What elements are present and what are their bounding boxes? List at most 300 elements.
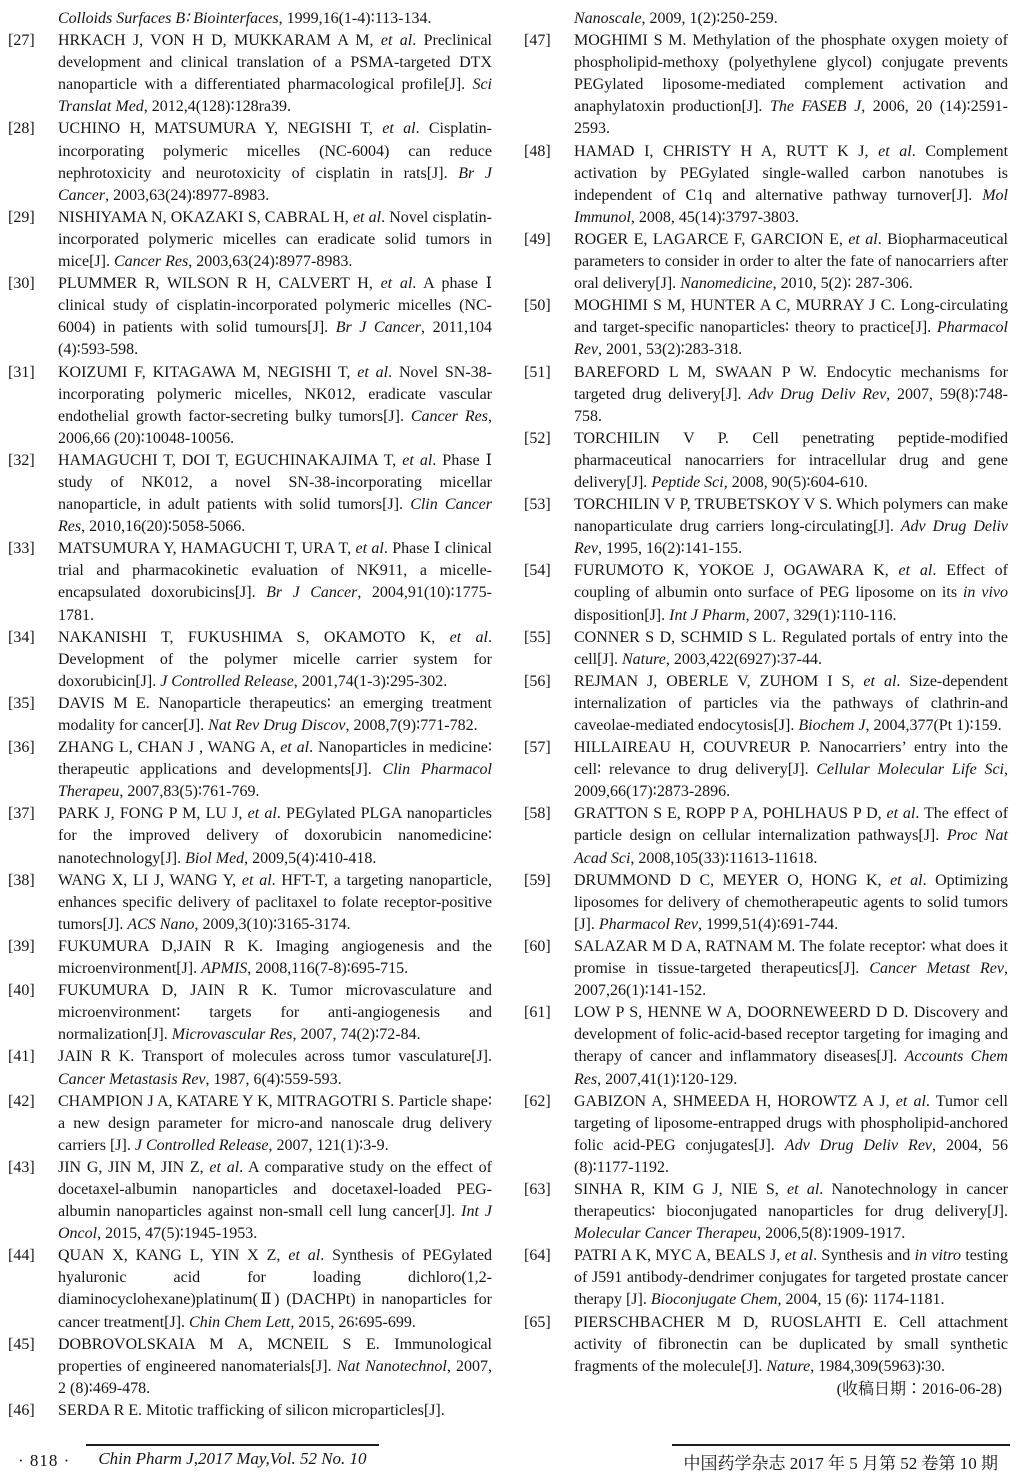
reference-text-segment: CHAMPION J A, KATARE Y K, MITRAGOTRI S. Particle shape∶ a new design parameter for micro-and nanoscale drug delivery carriers [J]. [58,1092,492,1154]
reference-number: [30] [8,275,35,293]
reference-text [574,295,1008,361]
reference-text-segment: , 1984,309(5963)∶30. [810,1357,946,1375]
reference-text-segment: , 2011,104 (4)∶593-598. [58,319,493,359]
reference-text-segment: . Preclinical development and clinical translation of a PSMA-targeted DTX nanoparticle with a differentiated pharmacological profile[J]. [58,32,493,94]
reference-text-segment: REJMAN J, OBERLE V, ZUHOM I S, [574,672,864,690]
reference-number: [60] [524,937,551,955]
reference-text-segment: . Synthesis of PEGylated hyaluronic acid for loading dichloro(1,2-diaminocyclohexane)platinum(Ⅱ) (DACHPt) in nanoparticles for cancer treatment[J]. [58,1247,493,1331]
reference-text-segment: . Effect of coupling of albumin onto surface of PEG liposome on its [574,562,1008,602]
reference-text-italic-segment: et al [280,739,310,757]
reference-continuation [8,8,492,30]
reference-number: [52] [524,429,551,447]
reference-item [8,980,492,1046]
reference-text-segment: , 2006, 20 (14)∶2591-2593. [574,98,1009,138]
reference-text-segment: . Biopharmaceutical parameters to consider in order to alter the fate of nanocarriers after oral delivery[J]. [574,230,1008,293]
reference-text-italic-segment: et al [878,142,912,160]
reference-text-segment: , 2006,5(8)∶1909-1917. [757,1225,906,1243]
reference-text-segment: MATSUMURA Y, HAMAGUCHI T, URA T, [58,540,356,558]
reference-text-italic-segment: Br J Cancer [58,164,492,204]
reference-text-segment: , 2009,66(17)∶2873-2896. [574,761,1008,801]
reference-text-segment: , 2010, 5(2)∶ 287-306. [772,275,913,293]
reference-number: [46] [8,1401,35,1419]
reference-text-italic-segment: et al [241,871,272,889]
reference-text-segment: , 2008, 90(5)∶604-610. [723,473,868,491]
reference-text-italic-segment: Bioconjugate Chem [650,1291,778,1309]
reference-text-italic-segment: The FASEB J [769,98,862,116]
reference-text-segment: . Complement activation by PEGylated single-walled carbon nanotubes is independent of C1q and alternative pathway turnover[J]. [574,142,1009,204]
reference-text [58,693,492,737]
reference-number: [56] [524,672,551,690]
reference-item [524,1002,1008,1090]
reference-item [524,1312,1008,1378]
reference-item [524,1091,1008,1179]
reference-text-segment: , 2007, 121(1)∶3-9. [268,1136,389,1154]
reference-number: [47] [524,32,551,50]
reference-item [8,1334,492,1400]
reference-text-segment: . Nanotechnology in cancer therapeutics∶ bioconjugated nanoparticles for drug delivery[J]. [574,1180,1008,1221]
reference-text [58,1245,492,1333]
reference-item [8,30,492,118]
reference-text-italic-segment: Br J Cancer [335,319,422,337]
reference-text-italic-segment: Molecular Cancer Therapeu [574,1225,758,1243]
footer-rule-left [86,1444,378,1469]
reference-item [524,1245,1008,1311]
reference-number: [32] [8,451,35,469]
references-column-right-list [524,8,1008,1378]
reference-text-segment: HRKACH J, VON H D, MUKKARAM A M, [58,32,381,50]
reference-number: [40] [8,982,35,1000]
reference-text-segment: , 2008,7(9)∶771-782. [345,717,478,734]
reference-text-segment: . Size-dependent internalization of particles via the pathways of clathrin-and caveolae-mediated endocytosis[J]. [574,672,1009,734]
reference-text-segment: , 1999,16(1-4)∶113-134. [278,10,432,27]
reference-text-segment: KOIZUMI F, KITAGAWA M, NEGISHI T, [58,363,358,381]
reference-text-segment: BAREFORD L M, SWAAN P W. Endocytic mechanisms for targeted drug delivery[J]. [574,363,1008,403]
reference-text [574,1312,1008,1378]
reference-text-segment: TORCHILIN V P, TRUBETSKOY V S. Which polymers can make nanoparticulate drug carriers long-circulating[J]. [574,496,1008,536]
reference-text-segment: JAIN R K. Transport of molecules across tumor vasculature[J]. [58,1048,492,1066]
reference-text-italic-segment: J Controlled Release [160,672,294,690]
reference-text-segment: , 2004, 15 (6)∶ 1174-1181. [777,1291,945,1309]
reference-text-segment: , 2015, 47(5)∶1945-1953. [97,1225,258,1243]
reference-number: [50] [524,297,551,315]
reference-number: [48] [524,142,551,160]
reference-item [524,229,1008,295]
reference-text-segment: . A comparative study on the effect of docetaxel-albumin nanoparticles and docetaxel-loaded PEG-albumin nanoparticles against non-small cell lung cancer[J]. [58,1158,492,1221]
reference-text-segment: , 2009, 1(2)∶250-259. [641,10,778,27]
footer-journal-chinese: 中国药学杂志 2017 年 5 月第 52 卷第 10 期 [683,1454,998,1473]
reference-text-segment: , 2004,377(Pt 1)∶159. [865,717,1002,734]
reference-text-segment: , 1995, 16(2)∶141-155. [597,540,743,558]
reference-text-segment: DRUMMOND D C, MEYER O, HONG K, [574,871,891,889]
reference-number: [57] [524,739,551,757]
footer-left [18,1444,379,1471]
reference-text [58,980,492,1046]
reference-text [574,803,1008,869]
reference-number: [43] [8,1158,35,1176]
reference-text-segment: , 2012,4(128)∶128ra39. [143,98,292,116]
reference-text-segment: DAVIS M E. Nanoparticle therapeutics∶ an emerging treatment modality for cancer[J]. [58,694,492,734]
reference-number: [51] [524,363,551,381]
reference-text-segment: GABIZON A, SHMEEDA H, HOROWTZ A J, [574,1092,896,1110]
reference-item [524,936,1008,1002]
reference-item [524,295,1008,361]
reference-text [574,627,1008,671]
reference-text-italic-segment: et al [288,1247,321,1265]
reference-text [574,141,1008,229]
reference-number: [61] [524,1004,551,1022]
reference-text-segment: QUAN X, KANG L, YIN X Z, [58,1247,289,1265]
reference-text-segment: LOW P S, HENNE W A, DOORNEWEERD D D. Discovery and development of folic-acid-based receptor targeting for imaging and therapy of cancer and inflammatory diseases[J]. [574,1004,1008,1066]
reference-text [574,560,1008,626]
reference-text [58,30,492,118]
reference-text-segment: , 2003,422(6927)∶37-44. [665,650,822,668]
reference-text-segment: SINHA R, KIM G J, NIE S, [574,1180,787,1198]
reference-text [574,362,1008,428]
reference-number: [28] [8,120,35,138]
reference-text-italic-segment: et al [886,805,916,823]
reference-text [574,8,1008,30]
reference-continuation [524,8,1008,30]
reference-text-italic-segment: et al [402,451,433,469]
reference-text [58,870,492,936]
reference-number: [33] [8,540,35,558]
reference-item [524,870,1008,936]
reference-number [524,8,574,30]
reference-text [58,538,492,626]
reference-number: [58] [524,805,551,823]
reference-text-italic-segment: Cancer Metastasis Rev [58,1070,206,1088]
reference-text-italic-segment: Biochem J [798,717,866,734]
reference-item [8,1400,492,1422]
reference-text-italic-segment: in vitro [914,1247,961,1265]
reference-item [8,737,492,803]
reference-text-italic-segment: Mol Immunol [574,186,1008,226]
reference-text-italic-segment: Br J Cancer [266,584,358,602]
reference-text-segment: . Development of the polymer micelle carrier system for doxorubicin[J]. [58,628,492,690]
reference-text-segment: . Cisplatin-incorporating polymeric micelles (NC-6004) can reduce nephrotoxicity and neurotoxicity of cisplatin in rats[J]. [58,120,492,182]
reference-text-segment: NISHIYAMA N, OKAZAKI S, CABRAL H, [58,208,353,226]
reference-text-italic-segment: et al [247,805,277,823]
reference-number: [63] [524,1180,551,1198]
reference-text-segment: , 2010,16(20)∶5058-5066. [81,518,246,536]
reference-item [8,1091,492,1157]
reference-text-italic-segment: Nanoscale [574,10,642,27]
reference-text-italic-segment: Adv Drug Deliv Rev [784,1136,933,1154]
footer-journal-english: Chin Pharm J,2017 May,Vol. 52 No. 10 [98,1449,367,1468]
reference-text-segment: , 2007,41(1)∶120-129. [597,1070,738,1088]
reference-text [574,1245,1008,1311]
reference-item [524,803,1008,869]
reference-text-italic-segment: et al [209,1158,240,1176]
reference-text-segment: FUKUMURA D, JAIN R K. Tumor microvasculature and microenvironment∶ targets for anti-angiogenesis and normalization[J]. [58,982,492,1044]
reference-item [8,538,492,626]
reference-text-segment: , 2003,63(24)∶8977-8983. [105,186,270,204]
reference-item [8,1157,492,1245]
reference-text-segment: , 2001,74(1-3)∶295-302. [293,672,448,690]
reference-text-segment: , 1987, 6(4)∶559-593. [205,1070,342,1088]
reference-item [8,207,492,273]
reference-text [58,273,492,361]
reference-text-italic-segment: Pharmacol Rev [598,915,698,933]
reference-number: [37] [8,805,35,823]
reference-number: [55] [524,628,551,646]
reference-text-italic-segment: et al [382,120,416,138]
reference-text [574,428,1008,494]
reference-text [574,1179,1008,1245]
reference-item [8,803,492,869]
reference-text-segment: MOGHIMI S M, HUNTER A C, MURRAY J C. Long-circulating and target-specific nanoparticles∶ theory to practice[J]. [574,297,1008,337]
reference-text-segment: , 2001, 53(2)∶283-318. [597,341,743,359]
reference-text-segment: . PEGylated PLGA nanoparticles for the improved delivery of doxorubicin nanomedicine∶ nanotechnology[J]. [58,805,492,867]
reference-text [58,1400,492,1422]
reference-text-segment: . Phase Ⅰ study of NK012, a novel SN-38-incorporating micellar nanoparticle, in adult patients with solid tumors[J]. [58,451,492,514]
reference-text [58,1091,492,1157]
reference-text-italic-segment: et al [787,1180,820,1198]
reference-text-segment: , 2015, 26∶695-699. [290,1313,416,1331]
reference-number: [39] [8,937,35,955]
reference-text-italic-segment: Accounts Chem Res [574,1048,1008,1088]
reference-item [524,627,1008,671]
reference-text-segment: . HFT-T, a targeting nanoparticle, enhances specific delivery of paclitaxel to folate receptor-positive tumors[J]. [58,871,493,933]
reference-text [58,627,492,693]
reference-text-segment: SALAZAR M D A, RATNAM M. The folate receptor∶ what does it promise in tissue-targeted therapeutics[J]. [574,937,1008,978]
reference-item [524,362,1008,428]
footer-right [672,1444,1011,1474]
reference-text-italic-segment: Adv Drug Deliv Rev [574,518,1008,558]
reference-item [8,870,492,936]
reference-text-italic-segment: Cellular Molecular Life Sci [816,761,1004,779]
reference-text-italic-segment: J Controlled Release [134,1136,269,1154]
reference-text [58,803,492,869]
reference-text-italic-segment: Int J Pharm [669,606,746,624]
reference-number: [54] [524,562,551,580]
reference-item [524,560,1008,626]
reference-text-italic-segment: et al [890,871,923,889]
reference-text-segment: PIERSCHBACHER M D, RUOSLAHTI E. Cell attachment activity of fibronectin can be duplicated by small synthetic fragments of the molecule[J]. [574,1313,1008,1375]
reference-text [58,8,492,30]
reference-text-segment: HAMAGUCHI T, DOI T, EGUCHINAKAJIMA T, [58,451,403,469]
reference-item [524,494,1008,560]
reference-text-segment: testing of J591 antibody-dendrimer conjugates for targeted prostate cancer therapy [J]. [574,1247,1009,1309]
reference-item [8,362,492,450]
reference-item [8,118,492,206]
reference-text-italic-segment: Cancer Res [410,407,489,425]
reference-text-segment: , 2007, 2 (8)∶469-478. [58,1357,493,1397]
reference-text [58,936,492,980]
reference-text-italic-segment: Pharmacol Rev [574,319,1008,359]
references-columns [8,8,1008,1422]
reference-text [58,1046,492,1090]
reference-text-italic-segment: Microvascular Res [171,1026,293,1044]
reference-text-italic-segment: Biol Med [185,849,245,867]
reference-text-segment: WANG X, LI J, WANG Y, [58,871,242,889]
reference-text-segment: , 2008,105(33)∶11613-11618. [630,849,818,867]
reference-item [8,1046,492,1090]
reference-text [58,1334,492,1400]
reference-text-italic-segment: Chin Chem Lett [189,1313,291,1331]
reference-text [574,1091,1008,1179]
reference-text-italic-segment: et al [380,275,413,293]
reference-text-italic-segment: Nat Rev Drug Discov [208,717,346,734]
reference-number: [45] [8,1335,35,1353]
reference-item [524,30,1008,140]
reference-text-italic-segment: et al [863,672,897,690]
page-footer [0,1441,1024,1480]
reference-text [58,207,492,273]
reference-text-segment: , 2007, 74(2)∶72-84. [292,1026,421,1044]
reference-item [8,627,492,693]
reference-text-italic-segment: et al [895,1092,926,1110]
reference-item [8,273,492,361]
reference-text-segment: , 2007,26(1)∶141-152. [574,960,1008,1000]
reference-text-italic-segment: et al [352,208,382,226]
reference-text-italic-segment: Nanomedicine [680,275,773,293]
reference-text-segment: FUKUMURA D,JAIN R K. Imaging angiogenesis and the microenvironment[J]. [58,937,492,978]
reference-number: [59] [524,871,551,889]
reference-text-segment: PARK J, FONG P M, LU J, [58,805,248,823]
reference-text-italic-segment: et al [898,562,933,580]
reference-text-segment: UCHINO H, MATSUMURA Y, NEGISHI T, [58,120,383,138]
reference-text-italic-segment: Nature [766,1357,811,1375]
reference-text-segment: HILLAIREAU H, COUVREUR P. Nanocarriers’ entry into the cell∶ relevance to drug delivery[J]. [574,739,1008,779]
reference-number: [38] [8,871,35,889]
reference-text-segment: . A phase Ⅰ clinical study of cisplatin-incorporated polymeric micelles (NC-6004) in patients with solid tumours[J]. [58,275,492,337]
reference-text-segment: FURUMOTO K, YOKOE J, OGAWARA K, [574,562,899,580]
reference-text-italic-segment: Sci Translat Med [58,76,492,116]
received-date: (收稿日期∶2016-06-28) [836,1380,1002,1398]
reference-text-segment: TORCHILIN V P. Cell penetrating peptide-modified pharmaceutical nanocarriers for intracellular drug and gene delivery[J]. [574,429,1008,491]
reference-number: [34] [8,628,35,646]
reference-text-italic-segment: et al [355,540,384,558]
reference-text-segment: HAMAD I, CHRISTY H A, RUTT K J, [574,142,879,160]
reference-text [574,870,1008,936]
reference-item [524,671,1008,737]
reference-text-segment: PLUMMER R, WILSON R H, CALVERT H, [58,275,381,293]
references-column-left [8,8,492,1422]
reference-text-italic-segment: Adv Drug Deliv Rev [748,385,887,403]
reference-text-segment: , 2004, 56 (8)∶1177-1192. [574,1136,1009,1176]
reference-text [574,229,1008,295]
reference-text-italic-segment: Nature [621,650,666,668]
reference-number: [36] [8,739,35,757]
reference-text [58,737,492,803]
reference-text-segment: SERDA R E. Mitotic trafficking of silicon microparticles[J]. [58,1401,445,1419]
reference-text-segment: . Novel cisplatin-incorporated polymeric micelles can eradicate solid tumors in mice[J]. [58,208,492,271]
reference-text [574,30,1008,140]
page-number: · 818 · [18,1451,71,1470]
reference-text-italic-segment: ACS Nano [127,915,195,933]
reference-text-segment: . Phase Ⅰ clinical trial and pharmacokinetic evaluation of NK911, a micelle-encapsulated doxorubicins[J]. [58,540,492,602]
reference-text-italic-segment: et al [357,363,389,381]
reference-number: [42] [8,1092,35,1110]
reference-text-segment: DOBROVOLSKAIA M A, MCNEIL S E. Immunological properties of engineered nanomaterials[J]. [58,1335,492,1375]
reference-text [574,737,1008,803]
reference-text-segment: NAKANISHI T, FUKUSHIMA S, OKAMOTO K, [58,628,450,646]
reference-text-italic-segment: Cancer Res [113,253,189,271]
reference-text-segment: , 2009,3(10)∶3165-3174. [194,915,351,933]
reference-text-segment: , 2006,66 (20)∶10048-10056. [58,407,493,447]
reference-text-italic-segment: Nat Nanotechnol [336,1357,447,1375]
reference-text-segment: , 2003,63(24)∶8977-8983. [188,253,353,271]
reference-text [574,1002,1008,1090]
reference-number: [35] [8,694,35,712]
reference-text-italic-segment: Clin Cancer Res [58,496,492,536]
reference-text-italic-segment: Clin Pharmacol Therapeu [58,761,492,801]
reference-number: [31] [8,363,35,381]
reference-text [574,671,1008,737]
reference-item [8,693,492,737]
reference-number [8,8,58,30]
reference-item [524,428,1008,494]
reference-text-segment: , 2007,83(5)∶761-769. [119,783,260,801]
reference-number: [65] [524,1313,551,1331]
reference-number: [49] [524,230,551,248]
reference-text-segment: , 2004,91(10)∶1775-1781. [58,584,492,624]
reference-text-italic-segment: Int J Oncol [58,1203,493,1243]
reference-number: [29] [8,208,35,226]
reference-text-segment: . Optimizing liposomes for delivery of chemotherapeutic agents to solid tumors [J]. [574,871,1008,933]
reference-text-italic-segment: Colloids Surfaces B∶ Biointerfaces [58,10,279,27]
reference-text-italic-segment: et al [784,1247,814,1265]
reference-text-segment: MOGHIMI S M. Methylation of the phosphate oxygen moiety of phospholipid-methoxy (polyethylene glycol) conjugate prevents PEGylated liposome-mediated complement activation and anaphylatoxin production[J]. [574,32,1008,116]
reference-text-italic-segment: et al [848,230,878,248]
reference-text-segment: ZHANG L, CHAN J , WANG A, [58,739,281,757]
reference-text-italic-segment: et al [449,628,488,646]
reference-text-segment: , 2008, 45(14)∶3797-3803. [630,208,800,226]
reference-text-italic-segment: Peptide Sci [651,473,724,491]
reference-text-italic-segment: Cancer Metast Rev [869,960,1004,978]
reference-text-segment: disposition[J]. [574,606,670,624]
reference-text-segment: . Synthesis and [813,1247,915,1265]
reference-text [58,1157,492,1245]
reference-text-segment: . The effect of particle design on cellular internalization pathways[J]. [574,805,1009,845]
reference-text-segment: , 2009,5(4)∶410-418. [244,849,377,867]
reference-number: [27] [8,32,35,50]
reference-text-segment: , 2007, 329(1)∶110-116. [745,606,897,624]
reference-item [524,141,1008,229]
reference-text-italic-segment: Proc Nat Acad Sci [574,827,1008,867]
reference-item [524,1179,1008,1245]
reference-item [8,450,492,538]
reference-text [574,936,1008,1002]
reference-text-segment: ROGER E, LAGARCE F, GARCION E, [574,230,849,248]
reference-text-segment: . Novel SN-38-incorporating polymeric micelles, NK012, eradicate vascular endothelial growth factor-secreting bulky tumors[J]. [58,363,493,425]
reference-text-segment: . Nanoparticles in medicine∶ therapeutic applications and developments[J]. [58,739,492,779]
references-column-right [524,8,1008,1422]
reference-text-segment: , 2008,116(7-8)∶695-715. [247,960,409,978]
reference-text [574,494,1008,560]
reference-text-segment: CONNER S D, SCHMID S L. Regulated portals of entry into the cell[J]. [574,628,1008,668]
reference-text-segment: , 1999,51(4)∶691-744. [697,915,839,933]
reference-text-segment: . Tumor cell targeting of liposome-entrapped drugs with phospholipid-anchored folic acid-PEG conjugates[J]. [574,1092,1009,1154]
reference-item [8,936,492,980]
reference-text-italic-segment: in vivo [962,584,1009,602]
reference-number: [44] [8,1247,35,1265]
reference-item [524,737,1008,803]
reference-text-segment: PATRI A K, MYC A, BEALS J, [574,1247,785,1265]
reference-text-segment: , 2007, 59(8)∶748-758. [574,385,1008,425]
reference-text-segment: GRATTON S E, ROPP P A, POHLHAUS P D, [574,805,887,823]
reference-number: [53] [524,496,551,514]
reference-number: [62] [524,1092,551,1110]
reference-text-italic-segment: et al [380,32,413,50]
reference-number: [41] [8,1048,35,1066]
reference-text [58,118,492,206]
reference-text [58,450,492,538]
reference-text-segment: JIN G, JIN M, JIN Z, [58,1158,210,1176]
reference-text-italic-segment: APMIS [201,960,248,978]
reference-item [8,1245,492,1333]
